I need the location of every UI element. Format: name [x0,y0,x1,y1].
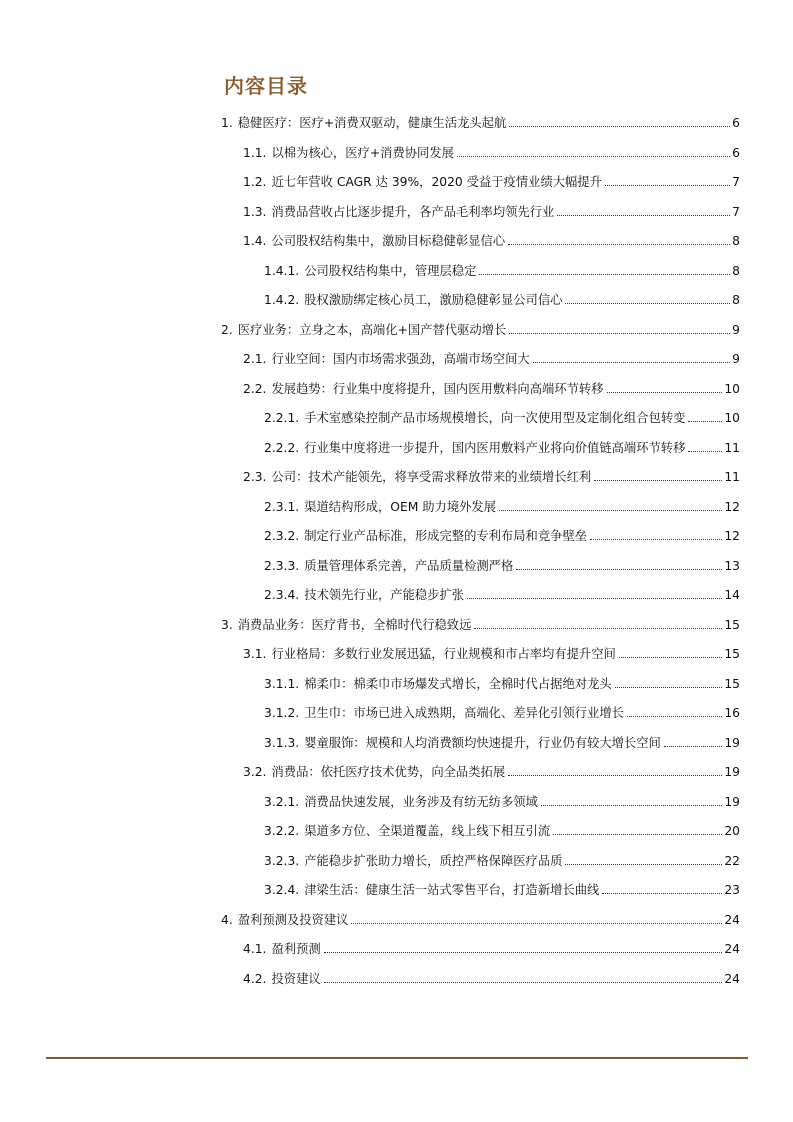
toc-entry-title: 行业空间：国内市场需求强劲，高端市场空间大 [271,352,530,366]
dot-leader [557,214,730,216]
toc-entry-3-1-3[interactable] [264,732,740,752]
toc-entry-number: 4. [221,913,233,927]
dot-leader [499,509,722,511]
toc-entry-page: 15 [724,618,740,632]
toc-entry-3-1-1[interactable] [264,673,740,693]
dot-leader [627,715,722,717]
dot-leader [565,863,722,865]
toc-entry-number: 2. [221,323,233,337]
toc-title: 内容目录 [224,74,308,98]
toc-entry-title: 行业集中度将进一步提升，国内医用敷料产业将向价值链高端环节转移 [304,441,686,455]
toc-entry-1-4-1[interactable] [264,260,740,280]
toc-entry-title: 消费品业务：医疗背书，全棉时代行稳致远 [237,618,472,632]
toc-entry-title: 津梁生活：健康生活一站式零售平台，打造新增长曲线 [304,883,600,897]
toc-entry-title: 技术领先行业，产能稳步扩张 [304,588,465,602]
toc-entry-title: 产能稳步扩张助力增长，质控严格保障医疗品质 [304,854,563,868]
toc-entry-title: 稳健医疗：医疗+消费双驱动，健康生活龙头起航 [237,116,507,130]
toc-entry-number: 3.2.2. [264,824,300,838]
toc-entry-number: 3.2.3. [264,854,300,868]
toc-entry-number: 2.2.1. [264,411,300,425]
toc-entry-number: 2.1. [243,352,267,366]
dot-leader [565,302,730,304]
toc-entry-2-2[interactable] [243,378,740,398]
toc-entry-number: 2.3.2. [264,529,300,543]
toc-entry-3-2-4[interactable] [264,879,740,899]
toc-entry-3[interactable] [221,614,740,634]
toc-entry-number: 2.3.4. [264,588,300,602]
toc-entry-title: 消费品：依托医疗技术优势，向全品类拓展 [271,765,506,779]
dot-leader [605,184,730,186]
dot-leader [607,391,723,393]
toc-entry-title: 卫生巾：市场已进入成熟期，高端化、差异化引领行业增长 [304,706,624,720]
toc-entry-page: 7 [732,205,740,219]
dot-leader [508,243,730,245]
toc-entry-number: 4.2. [243,972,267,986]
dot-leader [509,125,730,127]
toc-entry-page: 12 [724,529,740,543]
toc-entry-number: 1.1. [243,146,267,160]
toc-entry-2-1[interactable] [243,348,740,368]
dot-leader [594,479,722,481]
dot-leader [467,597,722,599]
toc-entry-page: 9 [732,323,740,337]
toc-entry-number: 2.3.3. [264,559,300,573]
toc-entry-title: 行业格局：多数行业发展迅猛，行业规模和市占率均有提升空间 [271,647,616,661]
dot-leader [688,420,722,422]
toc-entry-number: 3.1.1. [264,677,300,691]
toc-entry-page: 6 [732,146,740,160]
toc-entry-page: 10 [724,382,740,396]
toc-entry-number: 1.4.1. [264,264,300,278]
toc-entry-page: 23 [724,883,740,897]
toc-entry-4-2[interactable] [243,968,740,988]
toc-entry-title: 医疗业务：立身之本，高端化+国产替代驱动增长 [237,323,507,337]
toc-entry-page: 20 [724,824,740,838]
toc-entry-title: 投资建议 [271,972,321,986]
toc-entry-page: 16 [724,706,740,720]
toc-entry-page: 11 [724,470,740,484]
toc-entry-number: 1.4.2. [264,293,300,307]
toc-entry-page: 11 [724,441,740,455]
toc-entry-title: 消费品快速发展，业务涉及有纺无纺多领域 [304,795,538,809]
dot-leader [533,361,730,363]
toc-entry-3-2-3[interactable] [264,850,740,870]
dot-leader [688,450,722,452]
toc-entry-page: 19 [724,736,740,750]
toc-entry-title: 棉柔巾：棉柔巾市场爆发式增长，全棉时代占据绝对龙头 [304,677,612,691]
toc-entry-2-3-2[interactable] [264,525,740,545]
toc-entry-number: 4.1. [243,942,267,956]
toc-entry-number: 1.4. [243,234,267,248]
toc-entry-2-3[interactable] [243,466,740,486]
toc-entry-number: 1. [221,116,233,130]
dot-leader [615,686,723,688]
toc-entry-page: 8 [732,264,740,278]
toc-entry-1-2[interactable] [243,171,740,191]
toc-entry-3-1[interactable] [243,643,740,663]
toc-entry-title: 渠道多方位、全渠道覆盖，线上线下相互引流 [304,824,551,838]
toc-entry-1-1[interactable] [243,142,740,162]
toc-entry-3-2-1[interactable] [264,791,740,811]
toc-entry-title: 股权激励绑定核心员工，激励稳健彰显公司信心 [304,293,563,307]
toc-entry-3-1-2[interactable] [264,702,740,722]
dot-leader [664,745,723,747]
toc-entry-title: 公司股权结构集中，管理层稳定 [304,264,477,278]
toc-entry-number: 3.1.3. [264,736,300,750]
toc-entry-1[interactable] [221,112,740,132]
toc-entry-number: 2.2. [243,382,267,396]
dot-leader [508,774,722,776]
toc-entry-2-3-1[interactable] [264,496,740,516]
toc-entry-number: 1.2. [243,175,267,189]
toc-entry-title: 近七年营收 CAGR 达 39%，2020 受益于疫情业绩大幅提升 [271,175,602,189]
toc-entry-title: 手术室感染控制产品市场规模增长，向一次使用型及定制化组合包转变 [304,411,686,425]
dot-leader [602,892,722,894]
dot-leader [553,833,722,835]
toc-entry-number: 3. [221,618,233,632]
toc-entry-title: 以棉为核心，医疗+消费协同发展 [271,146,454,160]
toc-entry-title: 盈利预测及投资建议 [237,913,349,927]
toc-entry-page: 8 [732,293,740,307]
toc-entry-4-1[interactable] [243,938,740,958]
toc-entry-page: 24 [724,942,740,956]
toc-entry-page: 10 [724,411,740,425]
toc-entry-1-4[interactable] [243,230,740,250]
toc-entry-page: 15 [724,677,740,691]
dot-leader [324,981,723,983]
dot-leader [351,922,722,924]
toc-entry-2-3-4[interactable] [264,584,740,604]
toc-entry-2-2-1[interactable] [264,407,740,427]
toc-entry-page: 15 [724,647,740,661]
toc-entry-number: 3.2. [243,765,267,779]
footer-divider [46,1057,748,1059]
dot-leader [541,804,722,806]
toc-entry-3-2[interactable] [243,761,740,781]
dot-leader [324,951,723,953]
toc-entry-number: 3.1. [243,647,267,661]
toc-entry-page: 14 [724,588,740,602]
dot-leader [516,568,722,570]
toc-entry-page: 24 [724,913,740,927]
toc-entry-title: 质量管理体系完善，产品质量检测严格 [304,559,514,573]
toc-entry-2-3-3[interactable] [264,555,740,575]
toc-entry-3-2-2[interactable] [264,820,740,840]
toc-entry-number: 3.1.2. [264,706,300,720]
toc-entry-title: 公司股权结构集中，激励目标稳健彰显信心 [271,234,506,248]
toc-entry-page: 24 [724,972,740,986]
toc-entry-page: 9 [732,352,740,366]
toc-entry-title: 消费品营收占比逐步提升，各产品毛利率均领先行业 [271,205,555,219]
toc-entry-page: 19 [724,765,740,779]
toc-entry-number: 3.2.1. [264,795,300,809]
toc-entry-page: 6 [732,116,740,130]
toc-entry-title: 盈利预测 [271,942,321,956]
toc-entry-number: 1.3. [243,205,267,219]
dot-leader [509,332,730,334]
toc-entry-page: 7 [732,175,740,189]
toc-entry-1-3[interactable] [243,201,740,221]
toc-entry-title: 婴童服饰：规模和人均消费额均快速提升，行业仍有较大增长空间 [304,736,661,750]
toc-entry-title: 制定行业产品标准，形成完整的专利布局和竞争壁垒 [304,529,588,543]
toc-entry-number: 2.3.1. [264,500,300,514]
toc-entry-title: 渠道结构形成，OEM 助力境外发展 [304,500,497,514]
toc-entry-page: 13 [724,559,740,573]
toc-entry-2-2-2[interactable] [264,437,740,457]
dot-leader [619,656,723,658]
toc-entry-title: 公司：技术产能领先，将享受需求释放带来的业绩增长红利 [271,470,592,484]
toc-entry-page: 12 [724,500,740,514]
dot-leader [474,627,722,629]
dot-leader [457,155,730,157]
toc-entry-number: 2.3. [243,470,267,484]
toc-entry-number: 3.2.4. [264,883,300,897]
dot-leader [590,538,722,540]
toc-entry-page: 22 [724,854,740,868]
toc-entry-page: 8 [732,234,740,248]
toc-entry-4[interactable] [221,909,740,929]
toc-entry-number: 2.2.2. [264,441,300,455]
toc-entry-1-4-2[interactable] [264,289,740,309]
toc-entry-page: 19 [724,795,740,809]
toc-entry-2[interactable] [221,319,740,339]
dot-leader [479,273,730,275]
toc-entry-title: 发展趋势：行业集中度将提升，国内医用敷料向高端环节转移 [271,382,604,396]
